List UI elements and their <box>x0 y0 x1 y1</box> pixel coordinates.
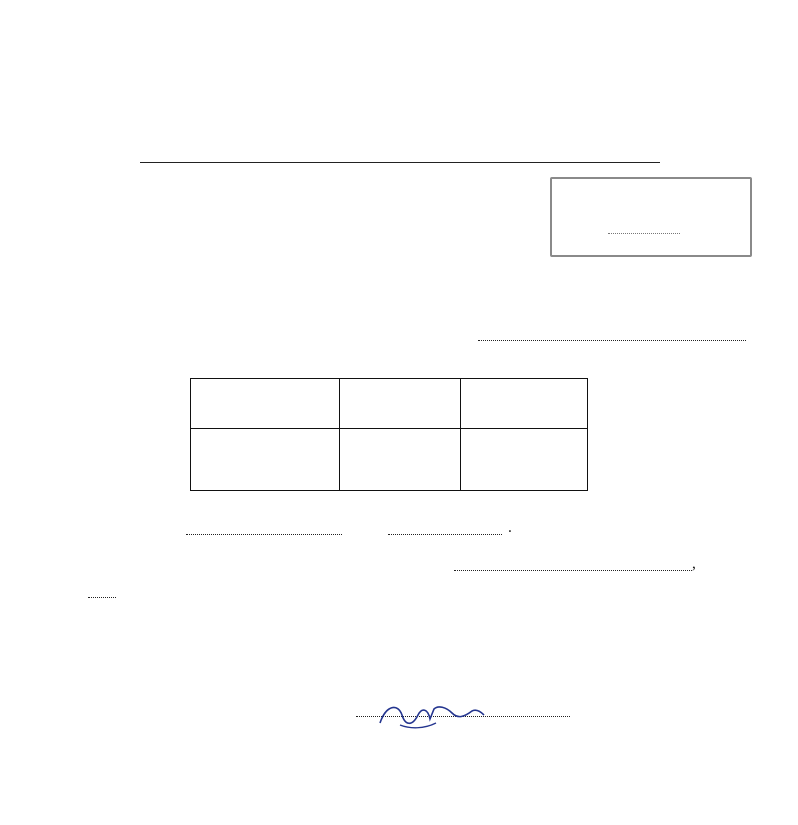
posted-dot: . <box>508 519 512 536</box>
handwritten-signature <box>372 695 492 735</box>
cell-result <box>461 429 588 491</box>
post-dotted-line <box>478 324 746 341</box>
exam-date-line <box>454 554 692 571</box>
header-cell-result <box>461 379 588 429</box>
table-row <box>191 429 588 491</box>
header-cell-post <box>340 379 461 429</box>
posted-date-line <box>186 518 342 535</box>
exam-ora-line <box>88 581 116 598</box>
posted-ora-line <box>388 518 502 535</box>
exam-comma: , <box>692 555 696 572</box>
table-header-row <box>191 379 588 429</box>
stamp-nr-line <box>608 233 680 234</box>
cell-post <box>340 429 461 491</box>
cell-nr-dosar <box>191 429 340 491</box>
header-cell-nr <box>191 379 340 429</box>
results-table <box>190 378 588 491</box>
header-divider <box>140 162 660 163</box>
registration-stamp <box>550 177 752 257</box>
